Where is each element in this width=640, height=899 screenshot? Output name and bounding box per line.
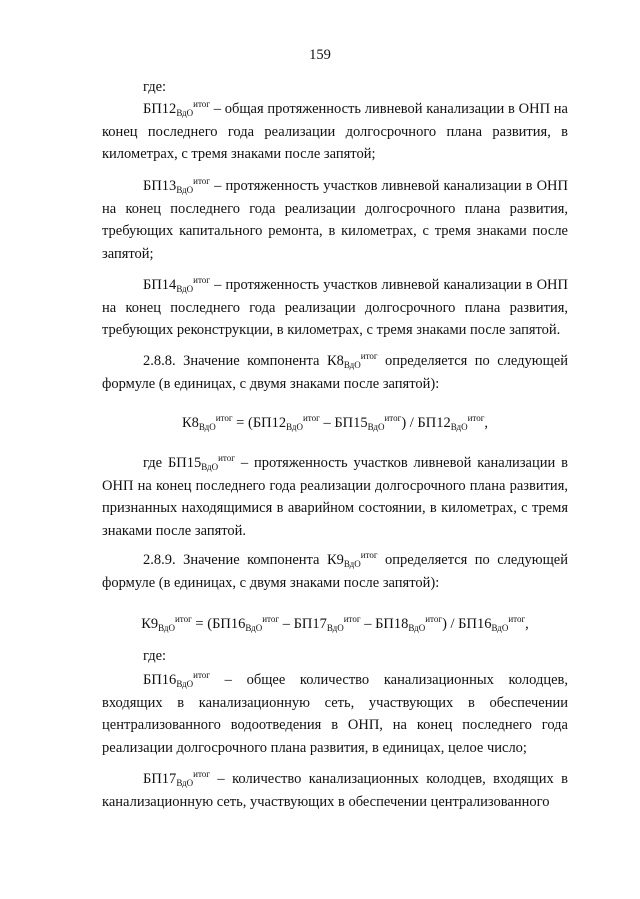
page-number: 159: [309, 47, 331, 63]
definition-bp13: $БП13_{ВдО}^{итог}$ – протяженность участков ливневой канализации в ОНП на конец последнего года реализации долгосрочного плана развития, требующих капитального ремонта, в километрах, с тремя знаками после запятой;: [102, 176, 568, 262]
definition-bp15: где $БП15_{ВдО}^{итог}$ – протяженность участков ливневой канализации в ОНП на конец последнего года реализации долгосрочного плана развития, признанных находящимися в аварийном состоянии, в километрах, с тремя знаками после запятой.: [102, 453, 568, 539]
definition-bp16: $БП16_{ВдО}^{итог}$ – общее количество канализационных колодцев, входящих в канализационную сеть, участвующих в обеспечении централизованного водоотведения в ОНП, на конец последнего года реализации долгосрочного плана развития, в единицах, целое число;: [102, 670, 568, 756]
definition-bp14: $БП14_{ВдО}^{итог}$ – протяженность участков ливневой канализации в ОНП на конец последнего года реализации долгосрочного плана развития, требующих реконструкции, в километрах, с тремя знаками после запятой.: [102, 275, 568, 338]
para-gde-1: где:: [143, 79, 167, 95]
para-gde-2: где:: [143, 648, 167, 664]
formula-k9: $К9_{ВдО}^{итог} = (БП16_{ВдО}^{итог} - БП17_{ВдО}^{итог} - БП18_{ВдО}^{итог}) / БП16_{ВдО}^{итог}$,: [141, 614, 529, 633]
definition-bp12: $БП12_{ВдО}^{итог}$ – общая протяженность ливневой канализации в ОНП на конец последнего года реализации долгосрочного плана развития, в километрах, с тремя знаками после запятой;: [102, 99, 568, 162]
definition-bp17: $БП17_{ВдО}^{итог}$ – количество канализационных колодцев, входящих в канализационную сеть, участвующих в обеспечении централизованного: [102, 769, 568, 810]
section-2-8-9: 2.8.9. Значение компонента $К9_{ВдО}^{итог}$ определяется по следующей формуле (в единицах, с двумя знаками после запятой):: [102, 550, 569, 591]
section-2-8-8: 2.8.8. Значение компонента $К8_{ВдО}^{итог}$ определяется по следующей формуле (в единицах, с двумя знаками после запятой):: [102, 351, 569, 392]
formula-k8: $К8_{ВдО}^{итог} = (БП12_{ВдО}^{итог} - БП15_{ВдО}^{итог}) / БП12_{ВдО}^{итог}$,: [181, 413, 489, 432]
